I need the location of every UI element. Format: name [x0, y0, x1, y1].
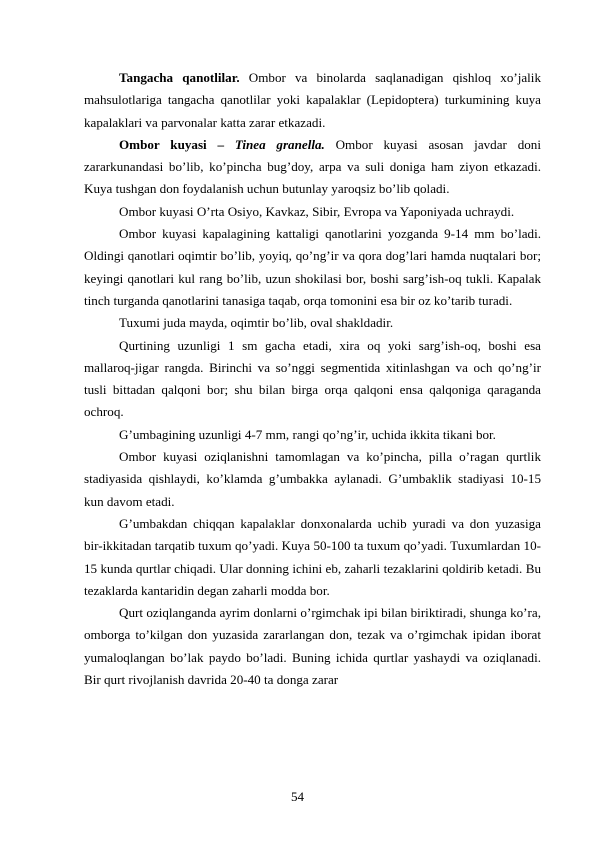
paragraph [84, 446, 541, 513]
paragraph-text: Ombor va binolarda saqlanadigan qishloq xo’jalik mahsulotlariga tangacha qanotlilar yoki kapalaklar (Lepidoptera) turkumining kuya kapalaklari va parvonalar katta zarar etkazadi. [84, 70, 541, 130]
paragraph-text: G’umbakdan chiqqan kapalaklar donxonalarda uchib yuradi va don yuzasiga bir-ikkitadan tarqatib tuxum qo’yadi. Kuya 50-100 ta tuxum qo’yadi. Tuxumlardan 10-15 kunda qurtlar chiqadi. Ular donning ichini eb, zaharli tezaklarini qoldirib ketadi. Bu tezaklarda kantaridin degan zaharli modda bor. [84, 515, 541, 598]
paragraph-text: Ombor kuyasi oziqlanishni tamomlagan va ko’pincha, pilla o’ragan qurtlik stadiyasida qishlaydi, ko’klamda g’umbakka aylanadi. G’umbaklik stadiyasi 10-15 kun davom etadi. [84, 449, 541, 509]
heading-term: Ombor kuyasi – [119, 136, 235, 152]
paragraph [84, 424, 541, 446]
paragraph [84, 67, 541, 134]
paragraph-text: Qurtining uzunligi 1 sm gacha etadi, xira oq yoki sarg’ish-oq, boshi esa mallaroq-jigar rangda. Birinchi va so’nggi segmentida xitinlashgan va och qo’ng’ir tusli bittadan qalqoni bor; shu bilan birga orqa qalqoni ensa qalqoniga qaraganda ochroq. [84, 337, 541, 420]
paragraph-text: Ombor kuyasi kapalagining kattaligi qanotlarini yozganda 9-14 mm bo’ladi. Oldingi qanotlari oqimtir bo’lib, yoyiq, qo’ng’ir va qora dog’lari hamda nuqtalari bor; keyingi qanotlari kul rang bo’lib, uzun shokilasi bor, boshi sarg’ish-oq tukli. Kapalak tinch turganda qanotlarini tanasiga taqab, orqa tomonini esa bir oz ko’tarib turadi. [84, 226, 541, 308]
paragraph-text: Ombor kuyasi O’rta Osiyo, Kavkaz, Sibir, Evropa va Yaponiyada uchraydi. [119, 203, 515, 219]
latin-name: Tinea granella. [234, 136, 325, 152]
body-text [84, 67, 541, 691]
page-number: 54 [290, 789, 305, 804]
paragraph-text: G’umbagining uzunligi 4-7 mm, rangi qo’ng’ir, uchida ikkita tikani bor. [119, 426, 496, 442]
paragraph [84, 134, 541, 201]
paragraph-text: Qurt oziqlanganda ayrim donlarni o’rgimchak ipi bilan biriktiradi, shunga ko’ra, omborga to’kilgan don yuzasida zararlangan don, tezak va o’rgimchak ipidan iborat yumaloqlangan bo’lak paydo bo’ladi. Buning ichida qurtlar yashaydi va oziqlanadi. Bir qurt rivojlanish davrida 20-40 ta donga zarar [84, 605, 541, 688]
paragraph [84, 312, 541, 334]
paragraph-text: Tuxumi juda mayda, oqimtir bo’lib, oval shakldadir. [119, 315, 394, 331]
paragraph [84, 223, 541, 312]
paragraph-text: Ombor kuyasi asosan javdar doni zararkunandasi bo’lib, ko’pincha bug’doy, arpa va suli doniga ham ziyon etkazadi. Kuya tushgan don foydalanish uchun butunlay yaroqsiz bo’lib qoladi. [84, 136, 541, 197]
paragraph [84, 201, 541, 223]
paragraph [84, 602, 541, 691]
paragraph [84, 513, 541, 602]
paragraph [84, 335, 541, 424]
heading-term: Tangacha qanotlilar. [119, 70, 240, 85]
